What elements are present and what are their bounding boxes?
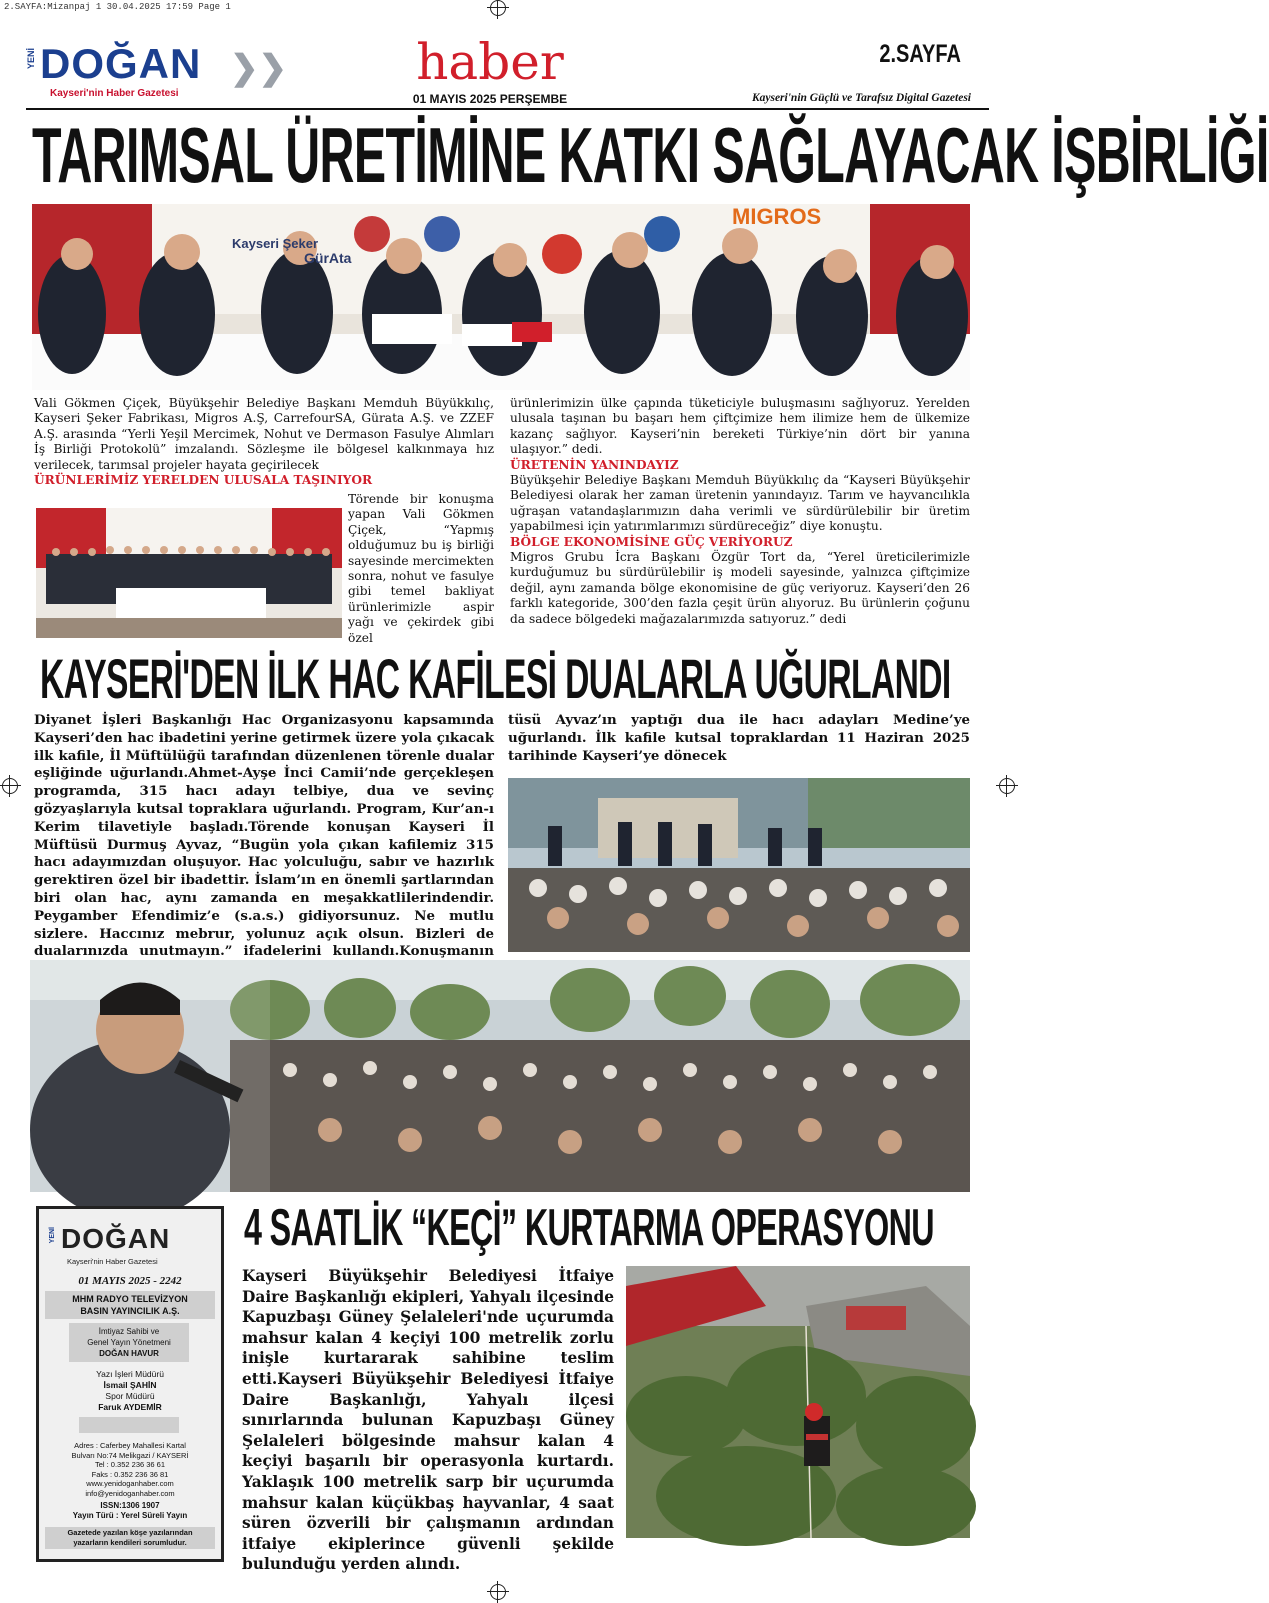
story1-subhead-3: BÖLGE EKONOMİSİNE GÜÇ VERİYORUZ <box>510 534 793 549</box>
story2-crowd-photo <box>30 960 970 1192</box>
story1-signing-photo <box>32 204 970 390</box>
story2-headline: KAYSERİ'DEN İLK HAC KAFİLESİ DUALARLA UĞURLANDI <box>40 647 951 710</box>
story2-paragraph-1: Diyanet İşleri Başkanlığı Hac Organizasyonu kapsamında Kayseri’den hac ibadetini yerine getirmek üzere yola çıkacak ilk kafile, İl Müftülüğü tarafından düzenlenen törenle dualar eşliğinde uğurlandı.Ahmet-Ayşe İnci Camii’nde gerçekleşen programda, 315 hacı adayı telbiye, dua ve sevinç gözyaşlarıyla kutsal topraklara uğurlandı. Program, Kur’an-ı Kerim tilavetiyle başladı.Törende konuşan Kayseri İl Müftüsü Durmuş Ayvaz, “Bugün yola çıkan kafilemiz 315 hacı adayımızdan oluşuyor. Hac yolculuğu, sabır ve hazırlık gerektiren özel bir ibadettir. İslam’ın en önemli şartlarından biri olan hac, aynı zamanda en meşakkatlilerindendir. Peygamber Efendimiz’e (s.a.s.) gidiyorsunuz. Ne mutlu sizlere. Haccınız mebrur, yolunuz açık olsun. Bizleri de dualarınızda unutmayın.” ifadelerini kullandı.Konuşmanın <box>34 712 494 960</box>
imprint-publisher-2: BASIN YAYINCILIK A.Ş. <box>80 1306 180 1316</box>
registration-mark-right <box>999 778 1015 794</box>
imprint-mail: info@yenidoganhaber.com <box>85 1488 175 1498</box>
imprint-owner <box>69 1323 189 1362</box>
imprint-issue: 01 MAYIS 2025 - 2242 <box>78 1275 182 1287</box>
logo-yeni: YENİ <box>26 48 36 70</box>
section-title: haber <box>416 33 564 91</box>
registration-mark-bottom <box>490 1584 506 1600</box>
imprint-disclaimer-1: Gazetede yazılan köşe yazılarından <box>67 1528 193 1537</box>
registration-mark-left <box>2 778 18 794</box>
story1-group-photo <box>36 508 342 638</box>
imprint-disclaimer-2: yazarların kendileri sorumludur. <box>73 1538 187 1547</box>
story1-paragraph-2: ürünlerimizin ülke çapında tüketiciyle buluşmasını sağlıyoruz. Yerelden ulusala taşınan bu başarı hem çiftçimize hem ilimize hem de ülkemize kazanç sağlıyor. Kayseri’nin bereketi Türkiye’nin dört bir yanına ulaşıyor.” dedi. <box>510 396 970 457</box>
masthead-slogan: Kayseri'nin Güçlü ve Tarafsız Digital Gazetesi <box>751 92 971 104</box>
story1-paragraph-1: Törende bir konuşma yapan Vali Gökmen Çiçek, “Yapmış olduğumuz bu iş birliği sayesinde mercimekten sonra, nohut ve fasulye gibi temel bakliyat ürünlerimizle aspir yağı ve çekirdek gibi özel <box>348 492 494 645</box>
masthead-logo <box>26 40 287 102</box>
story3-headline: 4 SAATLİK “KEÇİ” KURTARMA OPERASYONU <box>244 1199 934 1257</box>
imprint-owner-name: DOĞAN HAVUR <box>99 1349 159 1358</box>
registration-mark-top <box>490 0 506 16</box>
imprint-logo-yeni: YENİ <box>49 1227 56 1244</box>
story3-column <box>242 1266 614 1575</box>
photo-banner-left: Kayseri Şeker <box>232 236 319 251</box>
imprint-address-2: Bulvarı No:74 Melikgazi / KAYSERİ <box>71 1450 189 1460</box>
story1-subhead-1: ÜRÜNLERİMİZ YERELDEN ULUSALA TAŞINIYOR <box>34 473 373 488</box>
page-number: 2.SAYFA <box>879 40 961 68</box>
imprint-logo-name: DOĞAN <box>61 1223 171 1254</box>
imprint-contact <box>45 1441 215 1499</box>
story1-paragraph-4: Migros Grubu İcra Başkanı Özgür Tort da, “Yerel üreticilerimizle kurduğumuz bu sürdürülebilir iş modeli sayesinde, yalnızca çiftçimize değil, aynı zamanda bölge ekonomisine de güç veriyoruz. Kayseri’den 26 farklı kategoride, 300’den fazla çeşit ürün alıyoruz. Bu ürünlerin çoğunu da sadece bölgedeki mağazalarımızda satıyoruz.” dedi <box>510 550 970 626</box>
imprint-address-1: Adres : Caferbey Mahallesi Kartal <box>74 1441 186 1450</box>
imprint-logo-tagline: Kayseri'nin Haber Gazetesi <box>67 1257 158 1266</box>
logo-tagline: Kayseri'nin Haber Gazetesi <box>50 88 179 99</box>
story2-ceremony-photo <box>508 778 970 952</box>
story1-col2 <box>510 396 970 627</box>
masthead-rule <box>26 108 989 110</box>
logo-name: DOĞAN <box>40 40 202 87</box>
story3-body: Kayseri Büyükşehir Belediyesi İtfaiye Daire Başkanlığı ekipleri, Yahyalı ilçesinde Kapuzbaşı Güney Şelaleleri'nde uçurumda mahsur kalan 4 keçiyi 100 metrelik zorlu inişle kurtararak sahibine teslim etti.Kayseri Büyükşehir Belediyesi İtfaiye Daire Başkanlığı, Yahyalı ilçesi sınırlarında bulunan Kapuzbaşı Güney Şelaleleri bölgesinde mahsur kalan 4 keçiyi başarılı bir operasyonla kurtardı. Yaklaşık 100 metrelik sarp bir uçurumda mahsur kalan küçükbaş hayvanlar, 4 saat süren özverili bir çalışmanın ardından itfaiye ekiplerince güvenli şekilde bulunduğu yerden alındı. <box>242 1267 614 1574</box>
imprint-disclaimer <box>45 1527 215 1549</box>
imprint-logo <box>49 1223 209 1267</box>
story1-subhead-2: ÜRETENİN YANINDAYIZ <box>510 457 679 472</box>
story2-paragraph-2: tüsü Ayvaz’ın yaptığı dua ile hacı adayları Medine’ye uğurlandı. İlk kafile kutsal topraklardan 11 Haziran 2025 tarihinde Kayseri’ye dönecek <box>508 712 970 764</box>
imprint-type: Yayın Türü : Yerel Süreli Yayın <box>72 1511 188 1520</box>
issue-date: 01 MAYIS 2025 PERŞEMBE <box>412 92 568 106</box>
imprint-fax: Faks : 0.352 236 36 81 <box>91 1469 169 1479</box>
story2-col2 <box>508 712 970 765</box>
print-slug: 2.SAYFA:Mizanpaj 1 30.04.2025 17:59 Page 1 <box>4 2 231 12</box>
imprint-editor-label: Yazı İşleri Müdürü <box>96 1369 164 1379</box>
story1-headline: TARIMSAL ÜRETİMİNE KATKI SAĞLAYACAK İŞBİRLİĞİ <box>32 111 1269 199</box>
photo-banner-mid: GürAta <box>304 250 352 266</box>
imprint-divider-band <box>79 1417 179 1433</box>
imprint-publisher-1: MHM RADYO TELEVİZYON <box>72 1294 188 1304</box>
imprint-issn-block <box>45 1501 215 1521</box>
story1-lead: Vali Gökmen Çiçek, Büyükşehir Belediye Başkanı Memduh Büyükkılıç, Kayseri Şeker Fabrikası, Migros A.Ş, CarrefourSA, Gürata A.Ş. ve ZZEF A.Ş. arasında “Yerli Yeşil Mercimek, Nohut ve Dermason Fasulye Alımları İş Birliği Protokolü” imzalandı. Sözleşme ile bölgesel kalkınmaya hız verilecek, tarımsal projeler hayata geçirilecek <box>34 396 494 472</box>
story3-rescue-photo <box>626 1266 970 1538</box>
story1-col1-narrow <box>348 492 494 646</box>
imprint-editor-name: İsmail ŞAHİN <box>103 1380 157 1390</box>
photo-banner-right: MIGROS <box>732 204 822 229</box>
imprint-staff <box>45 1369 215 1413</box>
imprint-web: www.yenidoganhaber.com <box>86 1479 174 1489</box>
story1-col1 <box>34 396 494 488</box>
story2-col1 <box>34 712 494 979</box>
imprint-box <box>36 1206 224 1562</box>
imprint-publisher <box>45 1291 215 1319</box>
imprint-issn: ISSN:1306 1907 <box>100 1501 160 1510</box>
logo-chevron-icon: ❯❯ <box>230 49 287 87</box>
imprint-tel: Tel : 0.352 236 36 61 <box>94 1460 166 1470</box>
imprint-owner-label-1: İmtiyaz Sahibi ve <box>98 1327 160 1336</box>
imprint-owner-label-2: Genel Yayın Yönetmeni <box>87 1338 171 1347</box>
story1-paragraph-3: Büyükşehir Belediye Başkanı Memduh Büyükkılıç da “Kayseri Büyükşehir Belediyesi olarak her zaman üretenin yanındayız. Tarım ve hayvancılıkla uğraşan vatandaşlarımızın daha verimli ve sürdürülebilir bir üretim yapabilmesi için yatırımlarımızı sürdüreceğiz” diye konuştu. <box>510 473 970 534</box>
imprint-sports-name: Faruk AYDEMİR <box>98 1402 162 1412</box>
imprint-sports-label: Spor Müdürü <box>105 1391 155 1401</box>
